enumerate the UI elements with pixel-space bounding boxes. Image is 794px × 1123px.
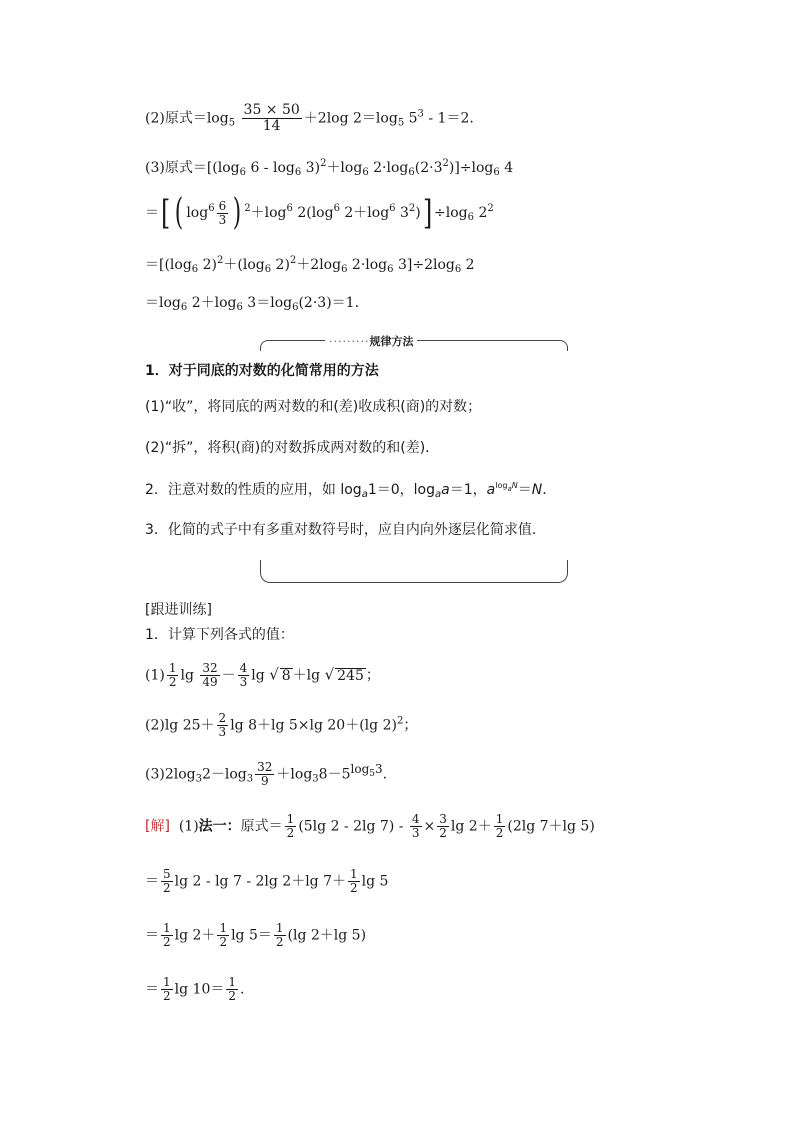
solution-line4: ＝ $\frac{1}{2}$ lg 10＝ $\frac{1}{2}$ . (145, 975, 245, 1003)
practice-q1: 1．计算下列各式的值： (145, 627, 294, 643)
method-box-title: ·········规律方法 (325, 333, 417, 349)
method-point3: 3．化简的式子中有多重对数符号时，应自内向外逐层化简求值． (145, 522, 546, 538)
method-point2: 2．注意对数的性质的应用，如 $\log_a1=0$，$\log_aa=1$，$a^{log_aN}=N$. (145, 481, 547, 500)
part3-line1: (3)原式$=[(\log_6$ $6 - \log_6 3)^2+\log_6$ $2\cdot\log_6(2\cdot 3^2)]\div\log_6$ 4 (145, 158, 514, 178)
part2-line: (2)原式$=\log_5$ $\frac{35 \times 50}{14}$ ＋2log $2=\log_5$ $5^3 - 1=2$. (145, 102, 474, 134)
part3-line4: $=\log_6$ $2+\log_6$ $3=\log_6(2\cdot 3)=1$. (145, 295, 360, 313)
solution-line3: ＝ $\frac{1}{2}$ lg 2＋ $\frac{1}{2}$ lg 5＝ $\frac{1}{2}$ (lg 2＋lg 5) (145, 921, 367, 949)
method-point1b: (2)“拆”，将积(商)的对数拆成两对数的和(差)． (145, 440, 440, 456)
q1-part3: $(3)2\log_32-\log_3$ $\frac{32}{9}$ $+\log_38-5^{log_53}$. (145, 760, 388, 788)
solution-line2: ＝ $\frac{5}{2}$ lg 2 - lg 7 - 2lg 2＋lg 7＋ $\frac{1}{2}$ lg 5 (145, 867, 389, 895)
solution-label: [解] (145, 818, 170, 835)
practice-header: [跟进训练] (145, 602, 212, 618)
fraction: $\frac{35 \times 50}{14}$ (243, 102, 300, 134)
method-point1a: (1)“收”，将同底的两对数的和(差)收成积(商)的对数； (145, 399, 482, 415)
method-box-bottom (260, 560, 568, 583)
q1-part2: (2)lg 25＋ $\frac{2}{3}$ lg 8＋lg 5×lg 20＋(lg 2)$^2$； (145, 711, 418, 739)
method-point1: 1．对于同底的对数的化简常用的方法 (145, 363, 379, 379)
q1-part1: (1) $\frac{1}{2}$ lg $\frac{32}{49}$ － $\frac{4}{3}$ lg √ 8 ＋lg √ 245 ； (145, 661, 380, 689)
part3-line3: $=[(\log_6$ $2)^2+(\log_6$ $2)^2+2\log_6$ $2\cdot\log_6$ $3]\div 2\log_6$ 2 (145, 255, 475, 275)
solution-line1: [解] (1)法一：原式＝ $\frac{1}{2}$ (5lg 2 - 2lg 7) - $\frac{4}{3}$ × $\frac{3}{2}$ lg 2＋ $\frac{1}{2}$ (2lg 7＋lg 5) (145, 812, 595, 840)
part3-line2: ＝[ ( $\log^6$ $\frac{6}{3}$ ) $^2+\log^6$ $2(\log^6$ $2+\log^6$ $3^2)] \div\log_6$ $2^2$ (145, 192, 494, 233)
